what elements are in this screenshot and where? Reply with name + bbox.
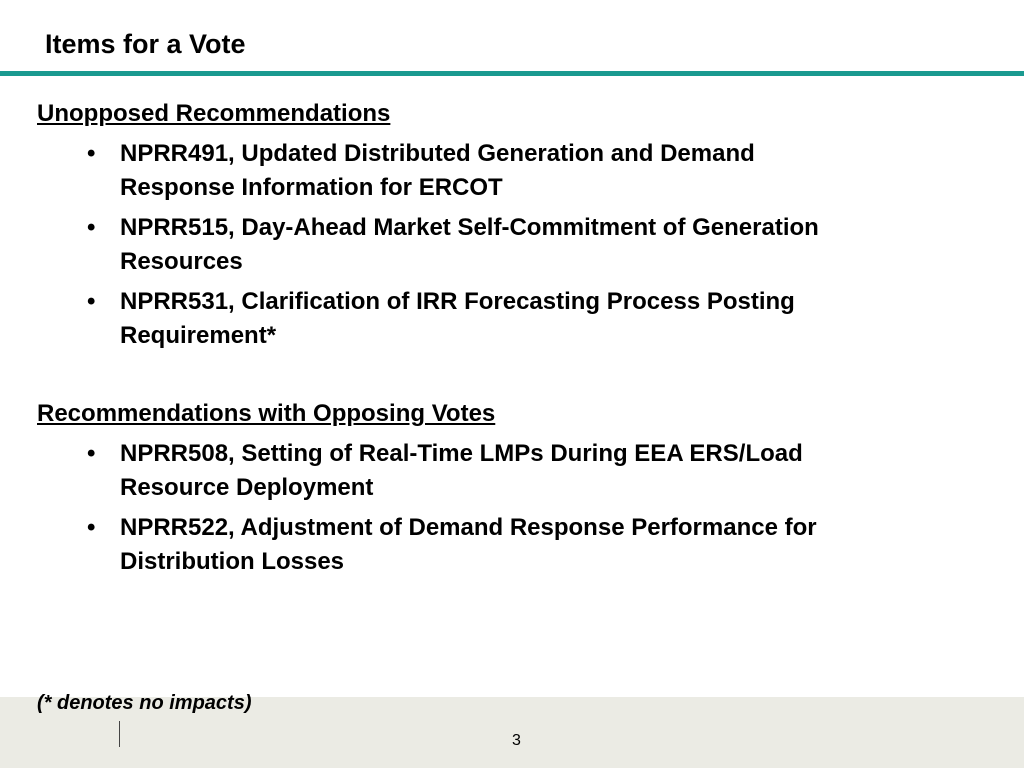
bullet-icon: • <box>87 440 96 467</box>
bullet-icon: • <box>87 288 96 315</box>
list-item <box>37 137 840 205</box>
list-item <box>37 437 840 505</box>
list-item-text: NPRR522, Adjustment of Demand Response Performance for Distribution Losses <box>120 514 817 575</box>
slide-title: Items for a Vote <box>45 29 246 59</box>
footer-divider <box>119 721 120 747</box>
section-spacer <box>37 359 957 399</box>
bullet-icon: • <box>87 514 96 541</box>
bullet-icon: • <box>87 140 96 167</box>
title-divider <box>0 71 1024 76</box>
section-heading-opposing: Recommendations with Opposing Votes <box>37 400 496 427</box>
list-item <box>37 285 840 353</box>
list-item-text: NPRR515, Day-Ahead Market Self-Commitment of Generation Resources <box>120 214 819 275</box>
bullet-list-unopposed <box>37 137 957 353</box>
list-item <box>37 511 840 579</box>
list-item-text: NPRR508, Setting of Real-Time LMPs During EEA ERS/Load Resource Deployment <box>120 440 803 501</box>
slide-content <box>37 99 957 585</box>
list-item-text: NPRR531, Clarification of IRR Forecasting Process Posting Requirement* <box>120 288 795 349</box>
footnote: (* denotes no impacts) <box>37 692 252 714</box>
list-item <box>37 211 840 279</box>
section-heading-unopposed: Unopposed Recommendations <box>37 100 391 127</box>
bullet-list-opposing <box>37 437 957 579</box>
bullet-icon: • <box>87 214 96 241</box>
page-number: 3 <box>512 732 521 749</box>
list-item-text: NPRR491, Updated Distributed Generation and Demand Response Information for ERCOT <box>120 140 755 201</box>
